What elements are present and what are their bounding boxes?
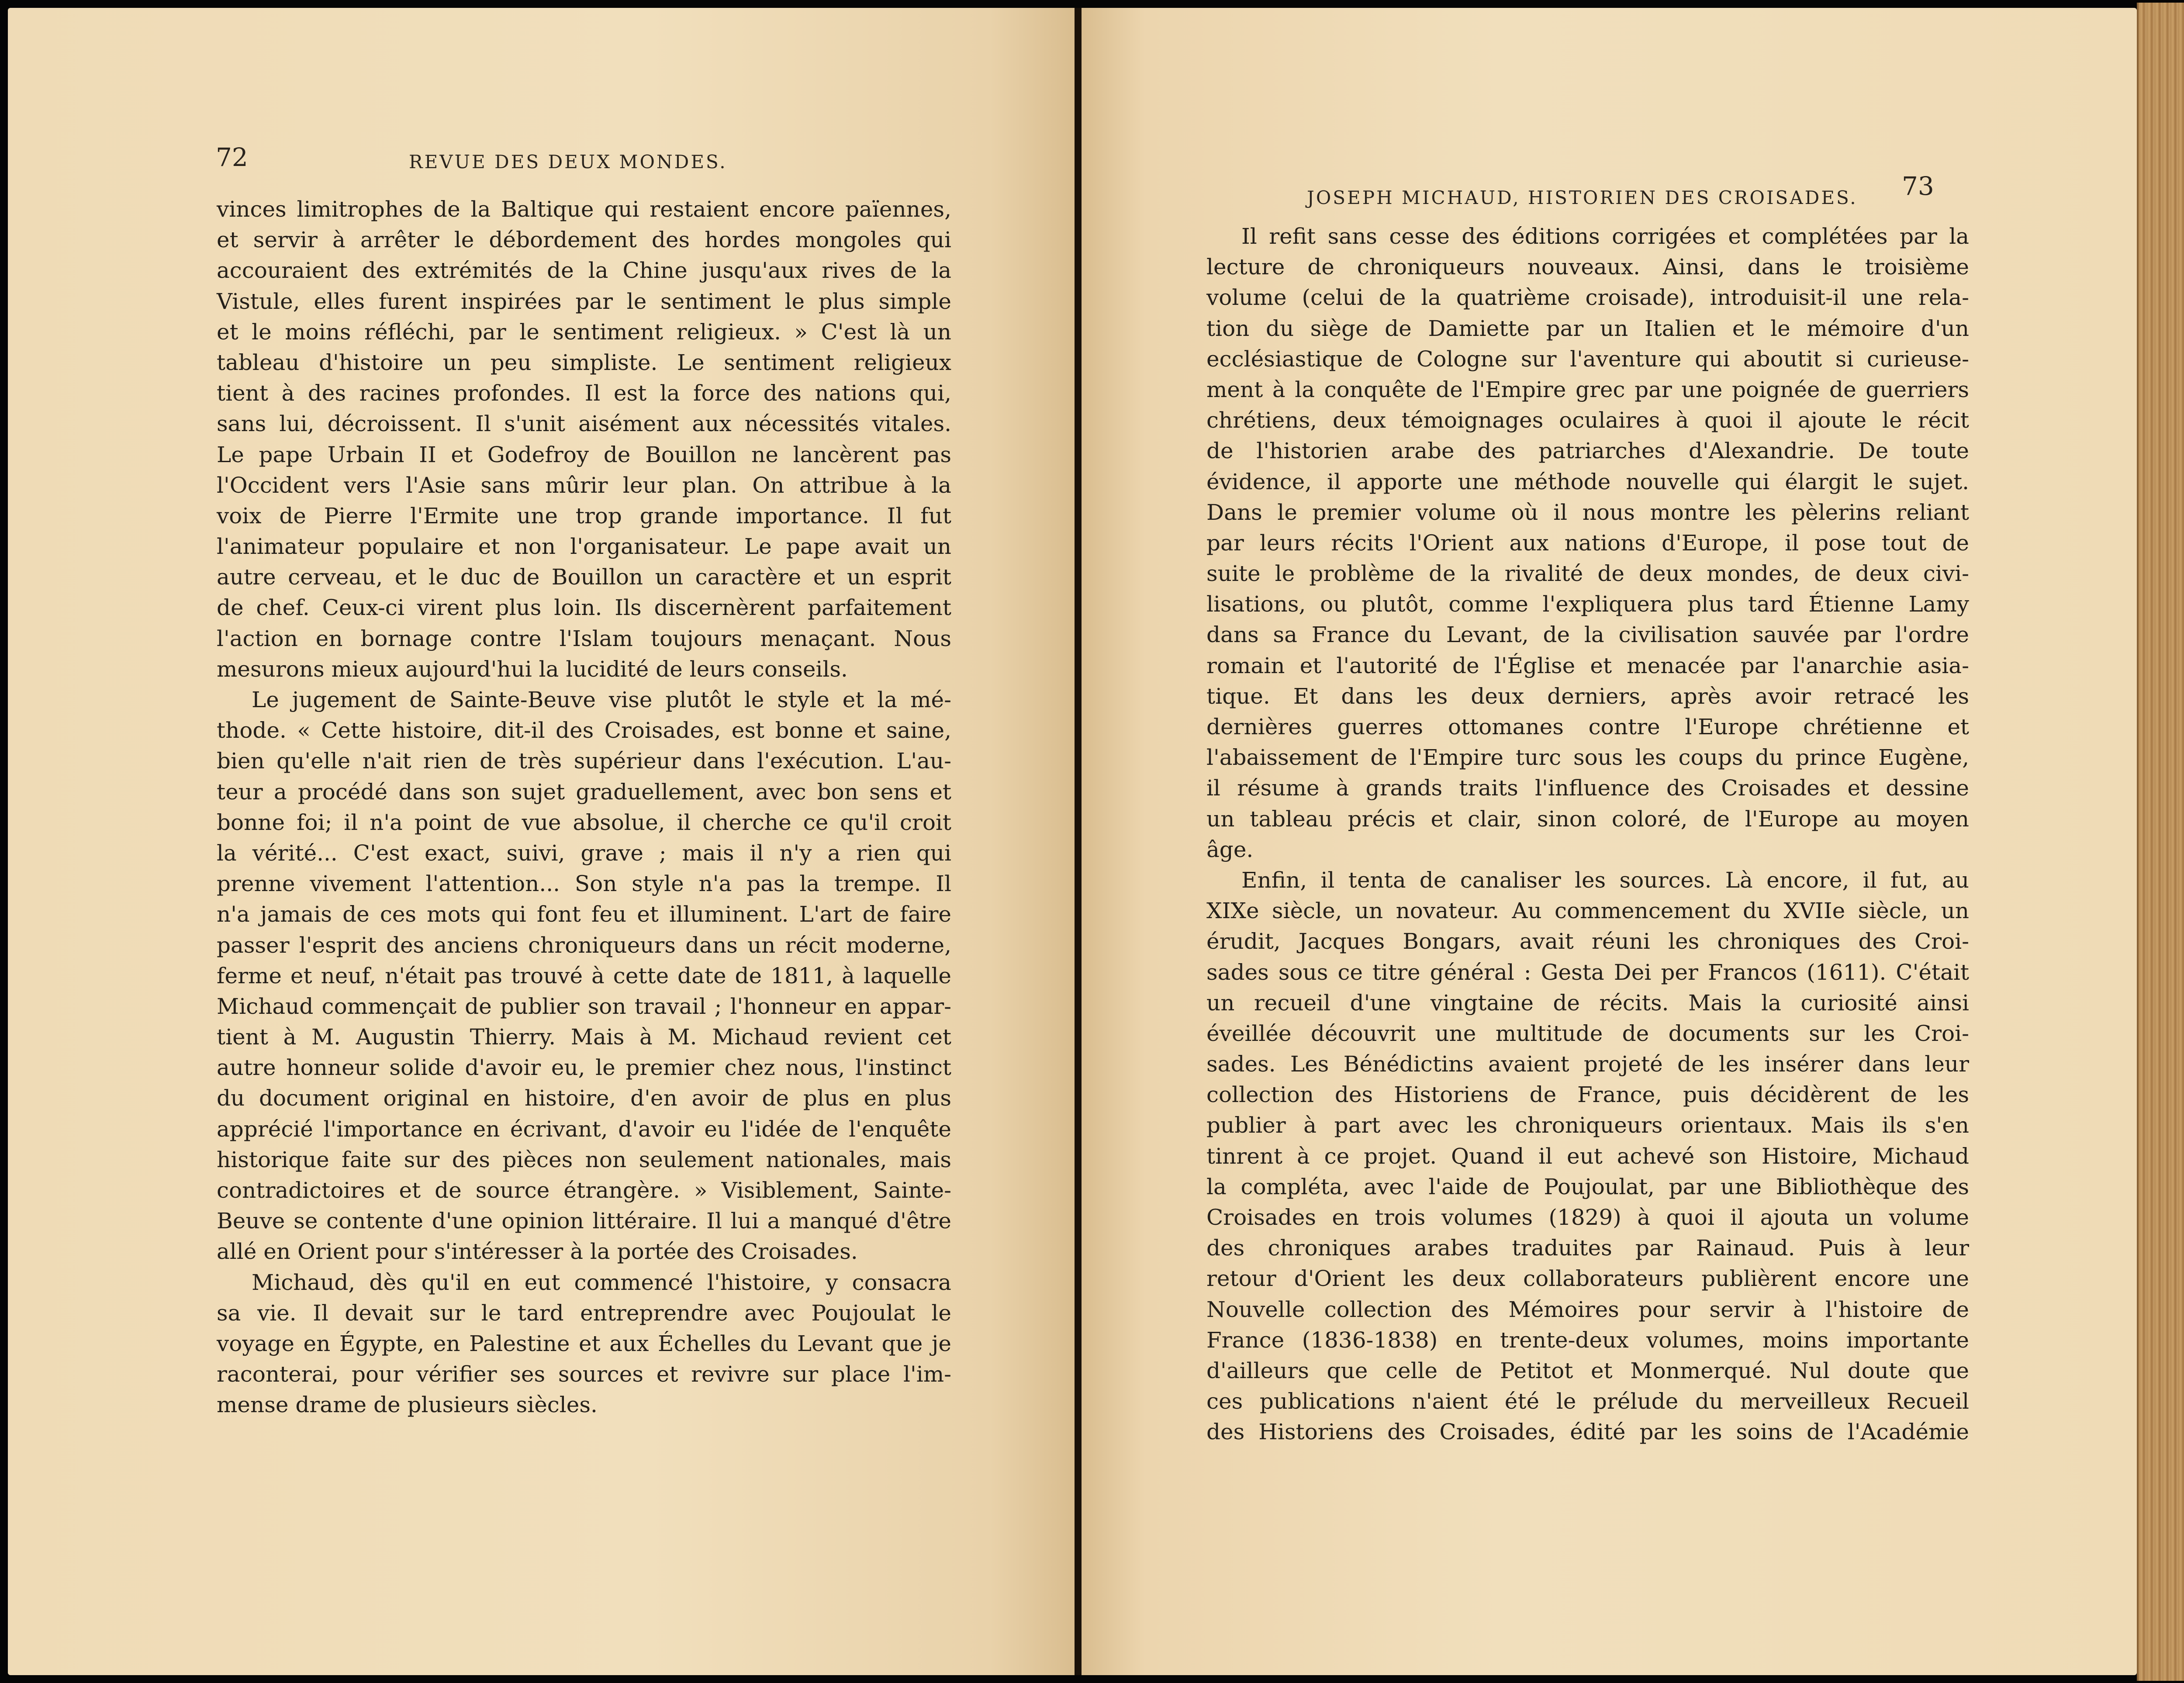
page-number-right: 73 [1902,171,1934,201]
text-line: Le pape Urbain II et Godefroy de Bouillon ne lancèrent pas [217,442,951,467]
running-head-right: JOSEPH MICHAUD, HISTORIEN DES CROISADES. [1307,187,1858,208]
text-line: du document original en histoire, d'en avoir de plus en plus [217,1085,951,1111]
text-line: Dans le premier volume où il nous montre les pèlerins reliant [1206,499,1969,525]
text-line: des Historiens des Croisades, édité par les soins de l'Académie [1206,1419,1969,1445]
page-number-left: 72 [216,142,248,172]
text-line: l'Occident vers l'Asie sans mûrir leur plan. On attribue à la [217,472,951,498]
text-line: thode. « Cette histoire, dit-il des Croisades, est bonne et saine, [217,718,951,743]
text-line: lecture de chroniqueurs nouveaux. Ainsi, dans le troisième [1206,254,1969,280]
running-head-left: REVUE DES DEUX MONDES. [409,151,727,173]
text-line: érudit, Jacques Bongars, avait réuni les chroniques des Croi- [1206,929,1969,954]
text-line: autre cerveau, et le duc de Bouillon un caractère et un esprit [217,564,951,590]
text-line: sades. Les Bénédictins avaient projeté de les insérer dans leur [1206,1051,1969,1077]
text-line: n'a jamais de ces mots qui font feu et illuminent. L'art de faire [217,902,951,927]
book-gutter [1075,8,1082,1675]
text-line: d'ailleurs que celle de Petitot et Monmerqué. Nul doute que [1206,1358,1969,1383]
text-line: Michaud, dès qu'il en eut commencé l'histoire, y consacra [252,1269,951,1295]
text-line: lisations, ou plutôt, comme l'expliquera plus tard Étienne Lamy [1206,591,1969,617]
text-line: ces publications n'aient été le prélude du merveilleux Recueil [1206,1389,1969,1414]
text-line: sades sous ce titre général : Gesta Dei per Francos (1611). C'était [1206,959,1969,985]
text-line: collection des Historiens de France, puis décidèrent de les [1206,1082,1969,1108]
text-line: chrétiens, deux témoignages oculaires à quoi il ajoute le récit [1206,408,1969,433]
text-line: ecclésiastique de Cologne sur l'aventure qui aboutit si curieuse- [1206,346,1969,372]
text-line: tique. Et dans les deux derniers, après avoir retracé les [1206,683,1969,709]
text-line: la vérité... C'est exact, suivi, grave ; mais il n'y a rien qui [217,840,951,866]
text-line: mesurons mieux aujourd'hui la lucidité de leurs conseils. [217,656,848,682]
text-line: il résume à grands traits l'influence des Croisades et dessine [1206,775,1969,801]
text-line: tion du siège de Damiette par un Italien et le mémoire d'un [1206,315,1969,341]
text-line: France (1836-1838) en trente-deux volumes, moins importante [1206,1327,1969,1353]
text-line: Vistule, elles furent inspirées par le sentiment le plus simple [217,288,951,314]
text-line: bonne foi; il n'a point de vue absolue, il cherche ce qu'il croit [217,809,951,835]
text-line: sans lui, décroissent. Il s'unit aisément aux nécessités vitales. [217,411,951,437]
text-line: volume (celui de la quatrième croisade), introduisit-il une rela- [1206,285,1969,311]
text-line: voyage en Égypte, en Palestine et aux Échelles du Levant que je [217,1331,951,1356]
text-line: un tableau précis et clair, sinon coloré, de l'Europe au moyen [1206,806,1969,832]
text-line: âge. [1206,836,1254,862]
text-line: de l'historien arabe des patriarches d'Alexandrie. De toute [1206,438,1969,464]
text-line: Michaud commençait de publier son travail ; l'honneur en appar- [217,993,951,1019]
text-line: et le moins réfléchi, par le sentiment religieux. » C'est là un [217,319,951,345]
right-page-text [1206,221,1969,1448]
text-line: prenne vivement l'attention... Son style n'a pas la trempe. Il [217,871,951,897]
text-line: tinrent à ce projet. Quand il eut achevé son Histoire, Michaud [1206,1143,1969,1169]
text-line: Beuve se contente d'une opinion littéraire. Il lui a manqué d'être [217,1208,951,1234]
text-line: par leurs récits l'Orient aux nations d'Europe, il pose tout de [1206,530,1969,556]
text-line: ment à la conquête de l'Empire grec par une poignée de guerriers [1206,377,1969,402]
text-line: tient à des racines profondes. Il est la force des nations qui, [217,380,951,406]
text-line: dernières guerres ottomanes contre l'Europe chrétienne et [1206,714,1969,740]
text-line: teur a procédé dans son sujet graduellement, avec bon sens et [217,779,951,805]
text-line: XIXe siècle, un novateur. Au commencement du XVIIe siècle, un [1206,898,1969,924]
text-line: passer l'esprit des anciens chroniqueurs dans un récit moderne, [217,932,951,958]
text-line: Nouvelle collection des Mémoires pour servir à l'histoire de [1206,1296,1969,1322]
text-line: suite le problème de la rivalité de deux mondes, de deux civi- [1206,561,1969,587]
text-line: vinces limitrophes de la Baltique qui restaient encore païennes, [217,197,951,222]
page-edges [2137,3,2184,1681]
text-line: contradictoires et de source étrangère. » Visiblement, Sainte- [217,1178,951,1203]
text-line: des chroniques arabes traduites par Rainaud. Puis à leur [1206,1235,1969,1261]
text-line: accouraient des extrémités de la Chine jusqu'aux rives de la [217,258,951,283]
text-line: Enfin, il tenta de canaliser les sources. Là encore, il fut, au [1241,867,1969,893]
text-line: voix de Pierre l'Ermite une trop grande importance. Il fut [217,503,951,529]
text-line: l'action en bornage contre l'Islam toujours menaçant. Nous [217,626,951,651]
text-line: évidence, il apporte une méthode nouvelle qui élargit le sujet. [1206,469,1969,494]
text-line: sa vie. Il devait sur le tard entreprendre avec Poujoulat le [217,1300,951,1326]
text-line: dans sa France du Levant, de la civilisation sauvée par l'ordre [1206,622,1969,648]
text-line: l'abaissement de l'Empire turc sous les coups du prince Eugène, [1206,745,1969,771]
text-line: autre honneur solide d'avoir eu, le premier chez nous, l'instinct [217,1055,951,1081]
text-line: de chef. Ceux-ci virent plus loin. Ils discernèrent parfaitement [217,595,951,621]
text-line: historique faite sur des pièces non seulement nationales, mais [217,1147,951,1172]
text-line: Croisades en trois volumes (1829) à quoi il ajouta un volume [1206,1205,1969,1230]
text-line: mense drame de plusieurs siècles. [217,1392,598,1418]
text-line: romain et l'autorité de l'Église et menacée par l'anarchie asia- [1206,653,1969,678]
left-page-text [217,194,951,1420]
text-line: ferme et neuf, n'était pas trouvé à cette date de 1811, à laquelle [217,963,951,988]
text-line: éveillée découvrit une multitude de documents sur les Croi- [1206,1020,1969,1046]
text-line: bien qu'elle n'ait rien de très supérieur dans l'exécution. L'au- [217,748,951,774]
text-line: Le jugement de Sainte-Beuve vise plutôt le style et la mé- [252,687,951,712]
text-line: Il refit sans cesse des éditions corrigées et complétées par la [1241,224,1969,249]
text-line: et servir à arrêter le débordement des hordes mongoles qui [217,227,951,253]
text-line: l'animateur populaire et non l'organisateur. Le pape avait un [217,534,951,560]
text-line: tableau d'histoire un peu simpliste. Le sentiment religieux [217,349,951,375]
text-line: un recueil d'une vingtaine de récits. Mais la curiosité ainsi [1206,990,1969,1016]
right-page [1082,8,2137,1675]
text-line: publier à part avec les chroniqueurs orientaux. Mais ils s'en [1206,1113,1969,1138]
text-line: tient à M. Augustin Thierry. Mais à M. Michaud revient cet [217,1024,951,1050]
text-line: apprécié l'importance en écrivant, d'avoir eu l'idée de l'enquête [217,1116,951,1142]
text-line: retour d'Orient les deux collaborateurs publièrent encore une [1206,1266,1969,1292]
left-page [8,8,1075,1675]
text-line: la compléta, avec l'aide de Poujoulat, par une Bibliothèque des [1206,1174,1969,1199]
text-line: allé en Orient pour s'intéresser à la portée des Croisades. [217,1239,858,1265]
text-line: raconterai, pour vérifier ses sources et revivre sur place l'im- [217,1362,951,1387]
